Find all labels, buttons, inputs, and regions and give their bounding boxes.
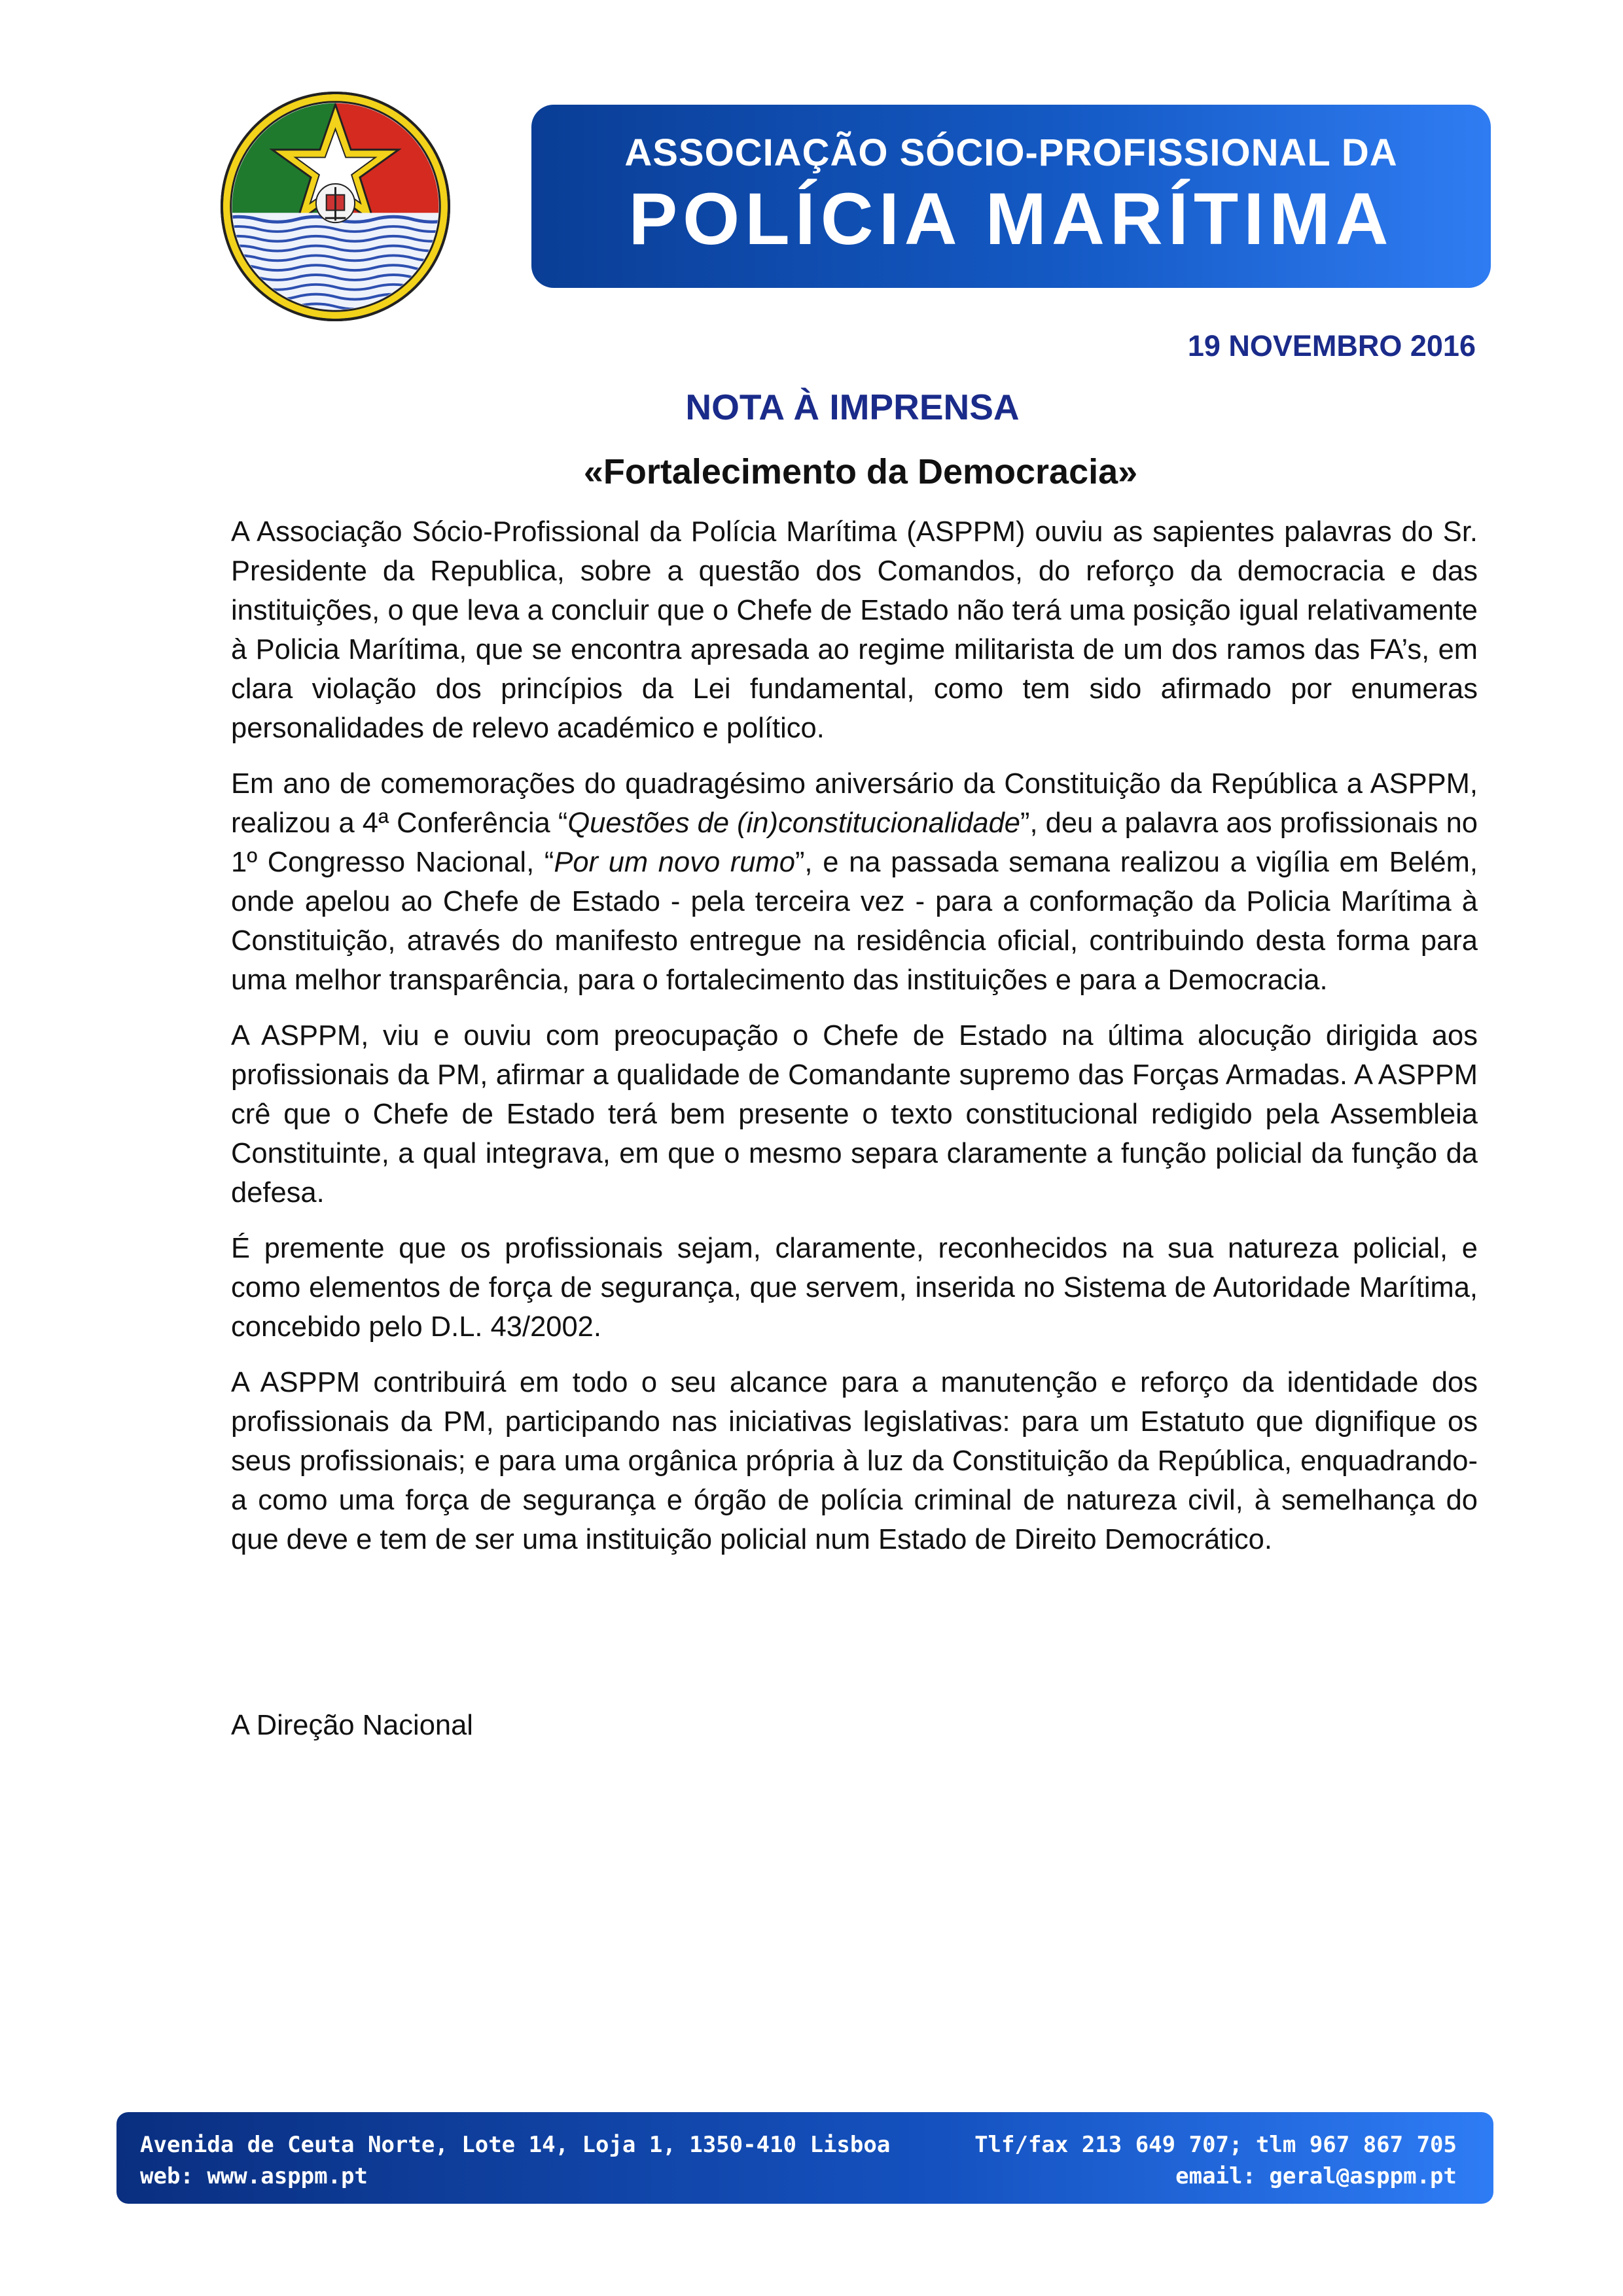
press-release-date: 19 NOVEMBRO 2016 bbox=[1187, 329, 1476, 362]
conference-title: Questões de (in)constitucionalidade bbox=[567, 807, 1020, 839]
footer-phone: Tlf/fax 213 649 707; tlm 967 867 705 bbox=[974, 2132, 1457, 2158]
organization-banner bbox=[531, 105, 1491, 288]
document-title: NOTA À IMPRENSA bbox=[685, 387, 1020, 427]
paragraph-5: A ASPPM contribuirá em todo o seu alcance para a manutenção e reforço da identidade dos profissionais da PM, participando nas iniciativas legislativas: para um Estatuto que dignifique os seus profissionais; e para uma orgânica própria à luz da Constituição da República, enquadrando-a como uma força de segurança e órgão de polícia criminal de natureza civil, à semelhança do que deve e tem de ser uma instituição policial num Estado de Direito Democrático. bbox=[231, 1367, 1478, 1555]
paragraph-2-text-e: ”, e na passada semana realizou a vigília em Belém, onde apelou ao Chefe de Estado - pela terceira vez - para a conformação da Policia Marítima à Constituição, através do manifesto entregue na residência oficial, contribuindo desta forma para uma melhor transparência, para o fortalecimento das instituições e para a Democracia. bbox=[231, 847, 1478, 996]
asppm-logo-emblem bbox=[219, 90, 452, 323]
paragraph-2-text-a: Em ano de comemorações do quadragésimo aniversário da Constituição da República a ASPPM, realizou a 4ª Conferência “ bbox=[231, 768, 1478, 839]
congress-title: Por um novo rumo bbox=[554, 847, 795, 878]
document-subtitle: «Fortalecimento da Democracia» bbox=[583, 452, 1138, 491]
paragraph-3: A ASPPM, viu e ouviu com preocupação o Chefe de Estado na última alocução dirigida aos profissionais da PM, afirmar a qualidade de Comandante supremo das Forças Armadas. A ASPPM crê que o Chefe de Estado terá bem presente o texto constitucional redigido pela Assembleia Constituinte, a qual integrava, em que o mesmo separa claramente a função policial da função da defesa. bbox=[231, 1020, 1478, 1209]
paragraph-4: É premente que os profissionais sejam, claramente, reconhecidos na sua natureza policial, e como elementos de força de segurança, que servem, inserida no Sistema de Autoridade Marítima, concebido pelo D.L. 43/2002. bbox=[231, 1233, 1478, 1343]
footer-address: Avenida de Ceuta Norte, Lote 14, Loja 1, 1350-410 Lisboa bbox=[140, 2132, 891, 2158]
paragraph-2 bbox=[231, 764, 1478, 1000]
press-release-body bbox=[231, 512, 1478, 1576]
organization-name-line2: POLÍCIA MARÍTIMA bbox=[628, 178, 1394, 260]
footer-web-link[interactable]: web: www.asppm.pt bbox=[140, 2163, 368, 2189]
paragraph-2-text-c: ”, deu a palavra aos profissionais no 1º Congresso Nacional, “ bbox=[231, 807, 1478, 878]
paragraph-1: A Associação Sócio-Profissional da Polícia Marítima (ASPPM) ouviu as sapientes palavras do Sr. Presidente da Republica, sobre a questão dos Comandos, do reforço da democracia e das instituições, o que leva a concluir que o Chefe de Estado não terá uma posição igual relativamente à Policia Marítima, que se encontra apresada ao regime militarista de um dos ramos das FA’s, em clara violação dos princípios da Lei fundamental, como tem sido afirmado por enumeras personalidades de relevo académico e político. bbox=[231, 516, 1478, 744]
signature: A Direção Nacional bbox=[231, 1710, 473, 1741]
organization-name-line1: ASSOCIAÇÃO SÓCIO-PROFISSIONAL DA bbox=[624, 132, 1398, 174]
footer-bar bbox=[116, 2112, 1493, 2204]
footer-email-link[interactable]: email: geral@asppm.pt bbox=[1175, 2163, 1457, 2189]
